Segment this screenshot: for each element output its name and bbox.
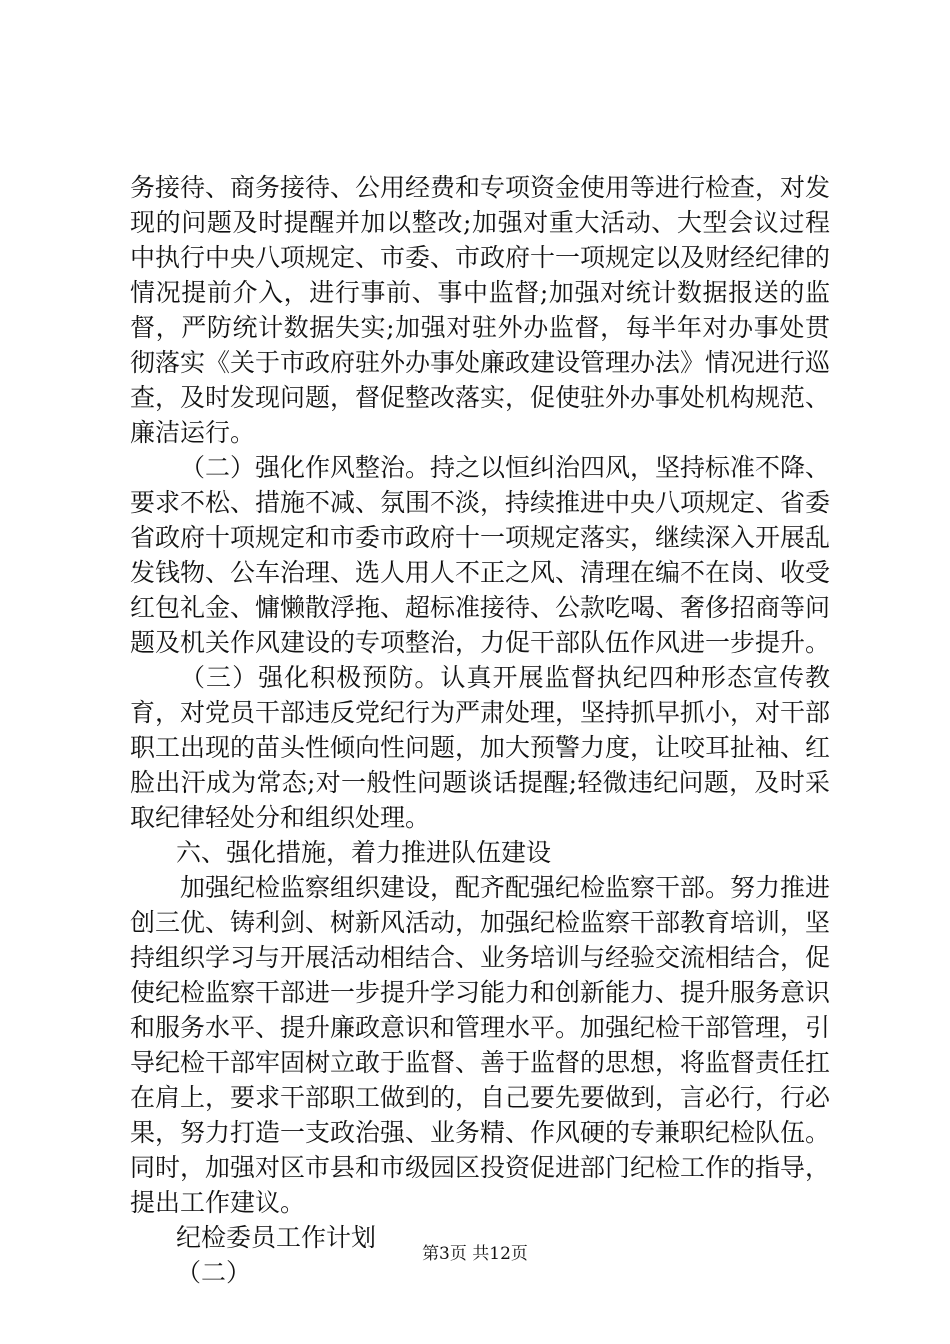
paragraph-team-building: 加强纪检监察组织建设，配齐配强纪检监察干部。努力推进创三优、铸利剑、树新风活动，加强纪检监察干部教育培训，坚持组织学习与开展活动相结合、业务培训与经验交流相结合，促使纪检监察干部进一步提升学习能力和创新能力、提升服务意识和服务水平、提升廉政意识和管理水平。加强纪检干部管理，引导纪检干部牢固树立敢于监督、善于监督的思想，将监督责任扛在肩上，要求干部职工做到的，自己要先要做到，言必行，行必果，努力打造一支政治强、业务精、作风硬的专兼职纪检队伍。同时，加强对区市县和市级园区投资促进部门纪检工作的指导，提出工作建议。 [130,873,831,1217]
paragraph-section-3: （三）强化积极预防。认真开展监督执纪四种形态宣传教育，对党员干部违反党纪行为严肃处理，坚持抓早抓小，对干部职工出现的苗头性倾向性问题，加大预警力度，让咬耳扯袖、红脸出汗成为常态;对一般性问题谈话提醒;轻微违纪问题，及时采取纪律轻处分和组织处理。 [130,663,831,832]
page-footer: 第3页 共12页 [422,1244,528,1264]
section-marker: （二） [176,1258,252,1287]
paragraph-continuation: 务接待、商务接待、公用经费和专项资金使用等进行检查，对发现的问题及时提醒并加以整改;加强对重大活动、大型会议过程中执行中央八项规定、市委、市政府十一项规定以及财经纪律的情况提前介入，进行事前、事中监督;加强对统计数据报送的监督，严防统计数据失实;加强对驻外办监督，每半年对办事处贯彻落实《关于市政府驻外办事处廉政建设管理办法》情况进行巡查，及时发现问题，督促整改落实，促使驻外办事处机构规范、廉洁运行。 [130,173,831,447]
paragraph-section-2: （二）强化作风整治。持之以恒纠治四风，坚持标准不降、要求不松、措施不减、氛围不淡，持续推进中央八项规定、省委省政府十项规定和市委市政府十一项规定落实，继续深入开展乱发钱物、公车治理、选人用人不正之风、清理在编不在岗、收受红包礼金、慵懒散浮拖、超标准接待、公款吃喝、奢侈招商等问题及机关作风建设的专项整治，力促干部队伍作风进一步提升。 [130,453,831,657]
section-heading-6: 六、强化措施，着力推进队伍建设 [176,838,552,867]
document-body [130,170,830,1290]
document-subtitle: 纪检委员工作计划 [176,1223,377,1252]
